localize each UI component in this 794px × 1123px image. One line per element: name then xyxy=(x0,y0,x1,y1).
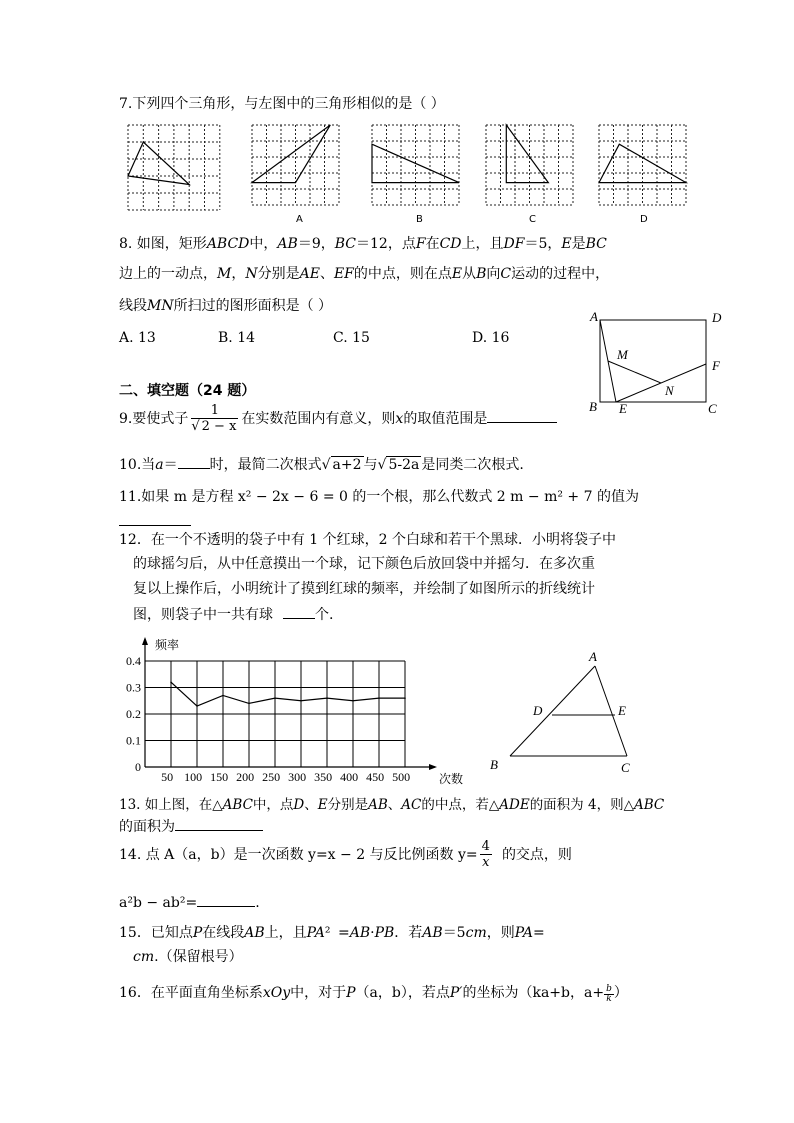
data-point xyxy=(404,697,406,699)
q13-answer-blank[interactable] xyxy=(175,830,263,831)
q9-numerator: 1 xyxy=(191,404,238,419)
data-point xyxy=(248,703,250,705)
q10: 10.当a＝ 时，最简二次根式√ a+2 与√ 5-2a 是同类二次根式. xyxy=(119,457,524,473)
q15-line1: 15．已知点P在线段AB上，且PA² =AB·PB．若AB＝5cm，则PA= xyxy=(119,925,545,941)
y-tick-label: 0.2 xyxy=(126,707,141,721)
section-heading: 二、填空题（24 题） xyxy=(119,383,256,399)
x-axis-arrow xyxy=(429,764,437,770)
q8-line3: 线段MN所扫过的图形面积是（ ） xyxy=(119,298,333,314)
y-tick-label: 0.1 xyxy=(126,733,141,748)
fig8-label-m: M xyxy=(617,347,628,362)
q16: 16．在平面直角坐标系xOy中，对于P（a，b），若点P′的坐标为（ka+b，a+ $\frac{b}{k}$ ） xyxy=(119,984,628,1004)
q7-option-b: B xyxy=(416,214,423,225)
q9: 9.要使式子 $\frac{1}{√ 2 - x}$ 在实数范围内有意义，则x的取值范围是 xyxy=(119,404,557,434)
q12-line1: 12．在一个不透明的袋子中有 1 个红球，2 个白球和若干个黑球．小明将袋子中 xyxy=(119,532,616,548)
q10-radical-2: 5-2a xyxy=(388,457,420,473)
q9-denominator: 2 − x xyxy=(201,419,237,434)
fig8-label-e: E xyxy=(619,401,627,416)
x-tick-label: 450 xyxy=(366,770,385,784)
q7-text: 7.下列四个三角形，与左图中的三角形相似的是（ ） xyxy=(119,96,445,112)
q14-line1: 14. 点 A（a，b）是一次函数 y=x − 2 与反比例函数 y= $\frac{4}{x}$ 的交点，则 xyxy=(119,839,572,870)
q14-numerator: 4 xyxy=(481,839,490,854)
data-point xyxy=(196,705,198,707)
q14-line2: a²b − ab²= . xyxy=(119,895,260,911)
data-point xyxy=(222,695,224,697)
q12-line3: 复以上操作后，小明统计了摸到红球的频率，并绘制了如图所示的折线统计 xyxy=(133,581,595,597)
x-axis-label: 次数 xyxy=(439,772,464,786)
x-tick-label: 50 xyxy=(161,770,174,784)
q15-line2: cm.（保留根号） xyxy=(133,949,243,965)
y-tick-label: 0.4 xyxy=(126,654,141,668)
q12-line4: 图，则袋子中一共有球 个. xyxy=(133,607,334,623)
fig8-label-n: N xyxy=(665,383,674,398)
x-tick-label: 300 xyxy=(288,770,307,784)
series-line xyxy=(171,682,405,706)
tri-label-e: E xyxy=(618,703,626,718)
data-point xyxy=(300,700,302,702)
x-tick-label: 250 xyxy=(262,770,281,784)
triangle-figure xyxy=(505,662,635,762)
q11: 11.如果 m 是方程 x² − 2x − 6 = 0 的一个根，那么代数式 2 m − m² + 7 的值为 xyxy=(119,489,639,505)
q12-line2: 的球摇匀后，从中任意摸出一个球，记下颜色后放回袋中并摇匀．在多次重 xyxy=(133,556,595,572)
q16-denominator: k xyxy=(606,994,612,1004)
q8-choice-d: D. 16 xyxy=(472,330,510,346)
q7-option-a: A xyxy=(296,214,303,225)
x-tick-label: 100 xyxy=(184,770,203,784)
fig8-label-f: F xyxy=(712,358,720,373)
fig8-label-a: A xyxy=(590,309,598,324)
fig8-label-b: B xyxy=(589,399,597,414)
x-tick-label: 150 xyxy=(210,770,229,784)
data-point xyxy=(274,697,276,699)
data-point xyxy=(378,697,380,699)
q14-answer-blank[interactable] xyxy=(197,906,255,907)
y-axis-label: 频率 xyxy=(155,638,180,652)
data-point xyxy=(352,700,354,702)
x-tick-label: 400 xyxy=(340,770,359,784)
data-point xyxy=(170,681,172,683)
y-axis-arrow xyxy=(142,637,148,645)
y-tick-label: 0.3 xyxy=(126,680,141,695)
y-tick-label: 0 xyxy=(135,760,141,774)
x-tick-label: 500 xyxy=(392,770,411,784)
data-point xyxy=(326,697,328,699)
q13-line2: 的面积为 xyxy=(119,818,263,836)
q7-option-c: C xyxy=(529,214,536,225)
q10-radical-1: a+2 xyxy=(332,457,362,473)
tri-label-c: C xyxy=(621,760,630,775)
q13-line1: 13. 如上图，在△ABC中，点D、E分别是AB、AC的中点，若△ADE的面积为 4，则△ABC xyxy=(119,797,665,813)
q14-denominator: x xyxy=(482,855,490,870)
tri-label-a: A xyxy=(589,649,597,664)
fig8-label-d: D xyxy=(712,310,722,325)
q7-option-d: D xyxy=(640,214,648,225)
fig8-label-c: C xyxy=(708,401,717,416)
q8-choice-c: C. 15 xyxy=(333,330,370,346)
q8-line2: 边上的一动点，M，N分别是AE、EF的中点，则在点E从B向C运动的过程中， xyxy=(119,266,610,282)
q8-choice-b: B. 14 xyxy=(218,330,256,346)
x-tick-label: 350 xyxy=(314,770,333,784)
x-tick-label: 200 xyxy=(236,770,255,784)
tri-label-b: B xyxy=(490,757,498,772)
q16-numerator: b xyxy=(606,984,612,994)
tri-label-d: D xyxy=(533,703,543,718)
q8-line1: 8. 如图，矩形ABCD中，AB＝9，BC＝12，点F在CD上，且DF＝5，E是BC xyxy=(119,236,607,252)
q8-choice-a: A. 13 xyxy=(119,330,156,346)
